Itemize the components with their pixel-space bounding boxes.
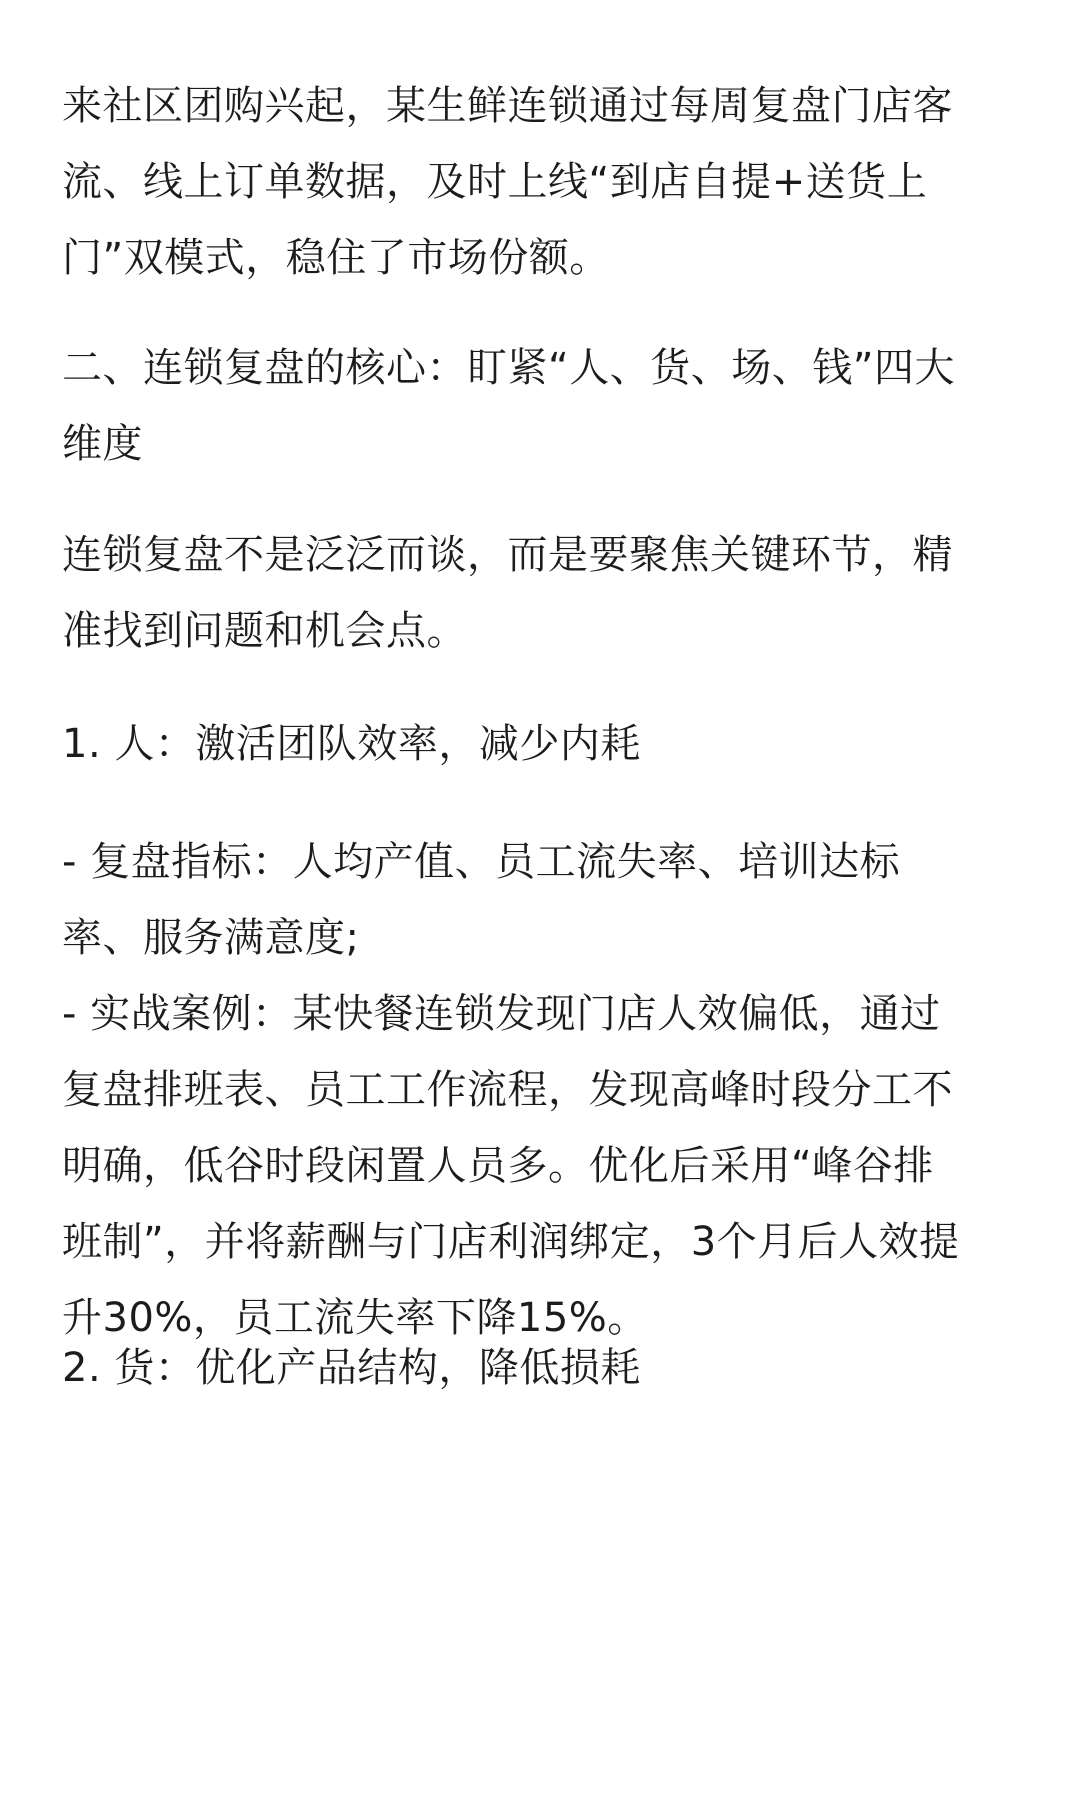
- list-item-case: - 实战案例：某快餐连锁发现门店人效偏低，通过 复盘排班表、员工工作流程，发现高峰时段分工不 明确，低谷时段闲置人员多。优化后采用“峰谷排 班制”，并将薪酬与门店利润绑定，3个月后人效提 升30%，员工流失率下降15%。: [62, 991, 960, 1341]
- list-item-metrics: - 复盘指标：人均产值、员工流失率、培训达标 率、服务满意度;: [62, 839, 901, 961]
- section-heading-core: 二、连锁复盘的核心：盯紧“人、货、场、钱”四大 维度: [62, 345, 955, 467]
- subheading-goods: 2. 货：优化产品结构，降低损耗: [62, 1345, 641, 1391]
- subheading-people: 1. 人：激活团队效率，减少内耗: [62, 721, 641, 767]
- paragraph-focus: 连锁复盘不是泛泛而谈，而是要聚焦关键环节，精 准找到问题和机会点。: [62, 532, 953, 654]
- paragraph-intro: 来社区团购兴起，某生鲜连锁通过每周复盘门店客 流、线上订单数据，及时上线“到店自提+送货上 门”双模式，稳住了市场份额。: [62, 83, 953, 281]
